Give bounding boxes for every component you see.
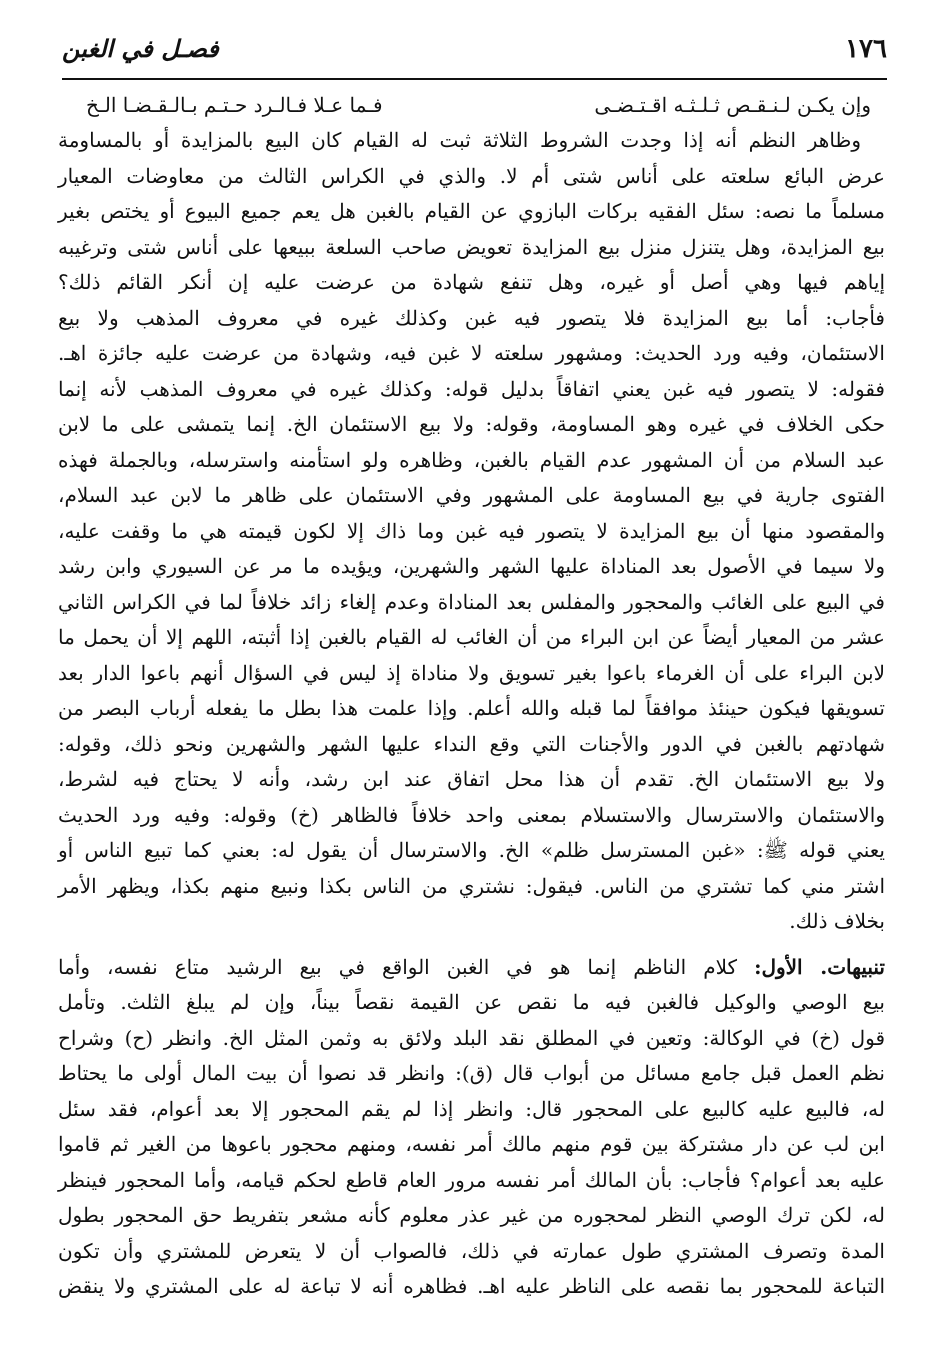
text-line: قول (خ) في الوكالة: وتعين في المطلق نقد البلد ولائق به وثمن المثل الخ. وانظر (ح) وشراح	[58, 1025, 885, 1050]
text-line: تسويقها فيكون حينئذ موافقاً لما قبله والله أعلم. وإذا علمت هذا بطل ما يفعله أرباب البصر من	[58, 696, 885, 720]
text-line: اشتر مني كما تشتري من الناس. فيقول: نشتري من الناس بكذا ونبيع منهم بكذا، ويظهر الأمر	[58, 873, 885, 898]
text-line: عليه بعد أعوام؟ فأجاب: بأن المالك أمر نفسه مرور العام قاطع لحكم قيامه، وأما المحجور فينظر	[58, 1167, 885, 1192]
running-title: فصـل في الغبن	[62, 34, 219, 63]
text-line: ولا بيع الاستئمان الخ. تقدم أن هذا محل اتفاق عند ابن رشد، وأنه لا يحتاج فيه لشرط،	[58, 767, 885, 791]
paragraph-2	[58, 950, 885, 1305]
text-line: المدة وتصرف المشتري طول عمارته في ذلك، فالصواب أن لا يتعرض للمشتري وأن تكون	[58, 1238, 885, 1263]
text-line: التباعة للمحجور بما نقصه على الناظر عليه اهـ. فظاهره أنه لا تباعة له على المشتري ولا ينقض	[58, 1274, 885, 1298]
text-line: ولا سيما في الأصول بعد المناداة عليها الشهر والشهرين، ويؤيده ما مر عن السيوري وابن رشد	[58, 554, 885, 578]
text-line: فأجاب: أما بيع المزايدة فلا يتصور فيه غبن وكذلك غيره في معروف المذهب ولا بيع	[58, 305, 885, 330]
text-line: بخلاف ذلك.	[789, 909, 885, 933]
page-header	[62, 30, 887, 80]
text-line: عرض البائع سلعته على أناس شتى أم لا. والذي في الكراس الثالث من معاوضات المعيار	[58, 163, 885, 188]
text-line: شهادتهم بالغبن في الدور والأجنات التي وقع النداء عليها الشهر والشهرين ونحو ذلك، وقوله:	[58, 731, 885, 756]
text-line: يعني قوله ﷺ: «غبن المسترسل ظلم» الخ. والاسترسال أن يقول له: بعني كما تبيع الناس أو	[58, 838, 885, 862]
text-line: عشر من المعيار أيضاً عن ابن البراء من أن الغائب له القيام بالغبن إذا أثبته، اللهم إلا أن يحمل ما	[58, 625, 885, 649]
text-line: حكى الخلاف في غيره وهو المساومة، وقوله: ولا بيع الاستئمان الخ. إنما يتمشى على ما لابن	[58, 412, 885, 436]
text-line: عبد السلام من أن المشهور عدم القيام بالغبن، وظاهره ولو استأمنه واسترسله، وبالجملة فهذه	[58, 447, 885, 472]
verse-first-hemistich: وإن يكـن لـنـقـص ثـلـثـه اقـتـضـى	[594, 93, 871, 117]
text-run: كلام الناظم إنما هو في الغبن الواقع في بيع الرشيد متاع نفسه، وأما	[58, 954, 738, 979]
section-heading: تنبيهات. الأول:	[754, 954, 885, 979]
page-body	[58, 88, 885, 1305]
text-line: والاستئمان والاسترسال والاستسلام بمعنى واحد خلافاً فالظاهر (خ) وقوله: وفيه ورد الحديث	[58, 802, 885, 827]
text-line: بيع المزايدة، وهل يتنزل منزل بيع المزايدة تعويض صاحب السلعة ببيعها على أناس شتى وترغيبه	[58, 234, 885, 259]
text-line: والمقصود منها أن بيع المزايدة لا يتصور فيه غبن وما ذاك إلا لكون قيمته هي ما وقفت عليه،	[58, 518, 885, 543]
text-line: الفتوى جارية في بيع المساومة على المشهور وفي الاستئمان على ظاهر ما لابن عبد السلام،	[58, 483, 885, 507]
paragraph-gap	[58, 940, 885, 950]
text-line: له، لكن ترك الوصي النظر لمحجوره من غير عذر معلوم كأنه مشعر بتفريط حق المحجور بطول	[58, 1203, 885, 1227]
text-line: الاستئمان، وفيه ورد الحديث: ومشهور سلعته لا غبن فيه، وشهادة من عرضت عليه جائزة اهـ.	[58, 341, 885, 365]
text-line: نظم العمل قبل جامع مسائل من أبواب قال (ق): وانظر قد نصوا أن بيت المال أولى ما يحتاط	[58, 1061, 885, 1085]
text-line: مسلماً ما نصه: سئل الفقيه بركات البازوي عن القيام بالغبن هل يعم جميع البيوع أو يختص بغير	[58, 199, 885, 223]
text-line: بيع الوصي والوكيل فالغبن فيه ما نقص عن القيمة نقصاً بيناً، وإن لم يبلغ الثلث. وتأمل	[58, 990, 885, 1014]
text-line: لابن البراء على أن الغرماء باعوا بغير تسويق ولا مناداة إذ ليس في السؤال أنهم باعوا الدار بعد	[58, 660, 885, 685]
verse-second-hemistich: فـما عـلا فـالـرد حـتـم بـالـقـضـا الـخ	[86, 93, 383, 117]
text-line: إياهم فيها وهي أصل أو غيره، وهل تنفع شهادة من عرضت عليه إن أنكر القائم ذلك؟	[58, 270, 885, 294]
text-line: في البيع على الغائب والمحجور والمفلس بعد المناداة وعدم إلغاء زائد خلافاً لما في الكراس الثاني	[58, 589, 885, 614]
text-line: له، فالبيع عليه كالبيع على المحجور قال: وانظر إذا لم يقم المحجور إلا بعد أعوام، فقد سئل	[58, 1096, 885, 1121]
text-line: وظاهر النظم أنه إذا وجدت الشروط الثلاثة ثبت له القيام كان البيع بالمزايدة أو بالمساومة	[58, 128, 861, 152]
text-line	[58, 950, 885, 986]
poem-verse	[58, 88, 885, 123]
text-line: فقوله: لا يتصور فيه غبن يعني اتفاقاً بدليل قوله: وكذلك غيره في معروف المذهب لأنه إنما	[58, 376, 885, 401]
paragraph-1	[58, 123, 885, 940]
page-number: ١٧٦	[845, 34, 887, 64]
text-line: ابن لب عن دار مشتركة بين قوم منهم مالك أمر نفسه، ومنهم محجور باعوها من الغير ثم قاموا	[58, 1132, 885, 1156]
